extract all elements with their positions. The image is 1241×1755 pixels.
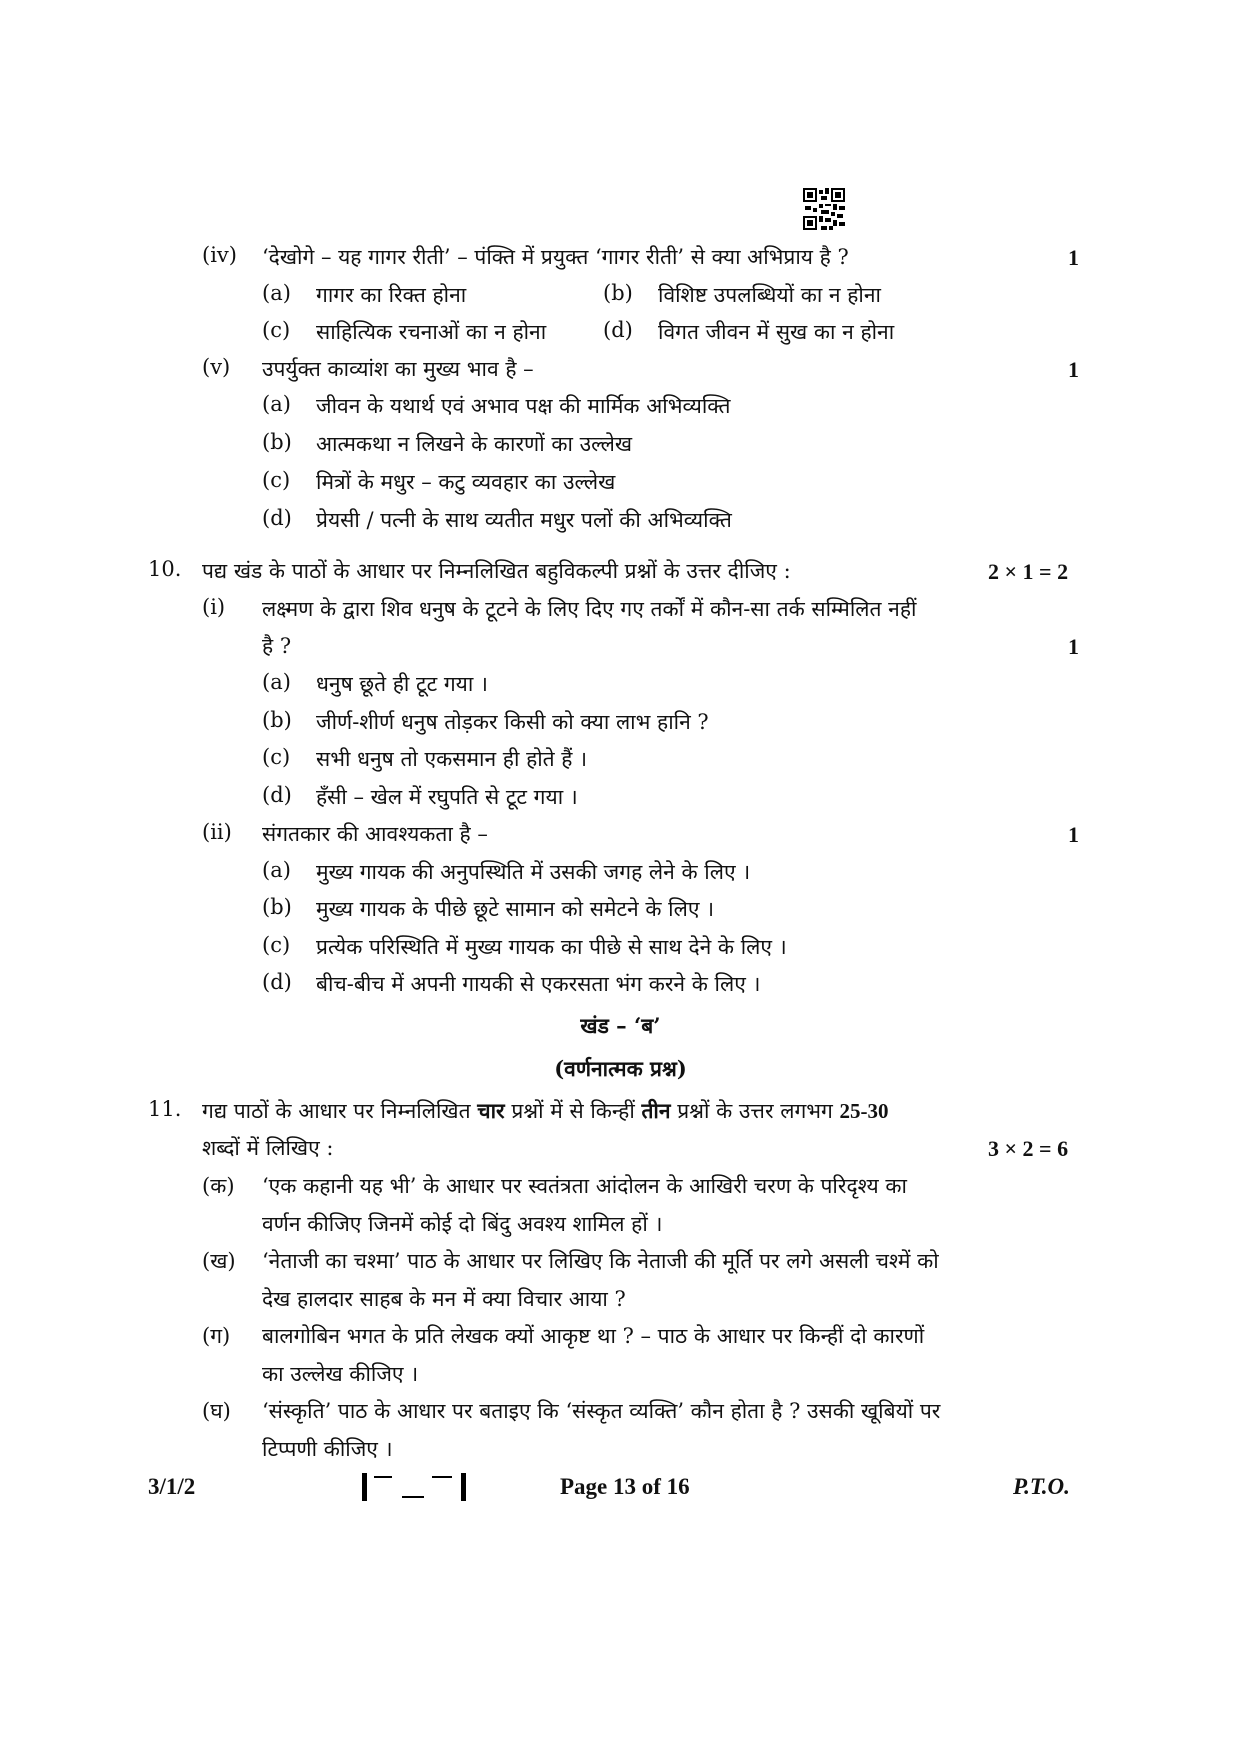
q10-ii-option-a: मुख्य गायक की अनुपस्थिति में उसकी जगह लेने के लिए ।: [316, 860, 751, 884]
q9-v-option-d-label: (d): [262, 506, 292, 530]
q9-v-number: (v): [202, 355, 231, 379]
q10-marks: 2 × 1 = 2: [988, 559, 1069, 584]
section-title: खंड – ‘ब’: [580, 1013, 661, 1038]
q9-iv-option-b-label: (b): [603, 281, 633, 305]
q11-text-line2: शब्दों में लिखिए :: [202, 1136, 334, 1160]
q10-i-option-d: हँसी – खेल में रघुपति से टूट गया ।: [316, 785, 578, 809]
q9-iv-option-c-label: (c): [262, 318, 291, 342]
q9-v-option-b-label: (b): [262, 430, 292, 454]
q9-iv-option-c: साहित्यिक रचनाओं का न होना: [316, 320, 547, 344]
q9-v-option-a: जीवन के यथार्थ एवं अभाव पक्ष की मार्मिक अभिव्यक्ति: [316, 394, 731, 418]
q10-ii-option-c-label: (c): [262, 933, 291, 957]
q11-item-gha-line2: टिप्पणी कीजिए ।: [262, 1437, 393, 1461]
q10-ii-option-a-label: (a): [262, 858, 291, 882]
q11-number: 11.: [148, 1097, 182, 1121]
q9-iv-option-a: गागर का रिक्त होना: [316, 283, 467, 307]
q9-v-option-b: आत्मकथा न लिखने के कारणों का उल्लेख: [316, 432, 632, 456]
q9-iv-text: ‘देखोगे – यह गागर रीती’ – पंक्ति में प्रयुक्त ‘गागर रीती’ से क्या अभिप्राय है ?: [262, 245, 849, 269]
q11-item-ka-line2: वर्णन कीजिए जिनमें कोई दो बिंदु अवश्य शामिल हों ।: [262, 1212, 663, 1236]
q10-i-text-line2: है ?: [262, 634, 292, 658]
q10-i-option-c: सभी धनुष तो एकसमान ही होते हैं ।: [316, 747, 588, 771]
q9-iv-option-a-label: (a): [262, 281, 291, 305]
q9-v-text: उपर्युक्त काव्यांश का मुख्य भाव है –: [262, 357, 534, 381]
qr-code: [803, 188, 845, 230]
q9-v-option-d: प्रेयसी / पत्नी के साथ व्यतीत मधुर पलों की अभिव्यक्ति: [316, 508, 732, 532]
q11-marks: 3 × 2 = 6: [988, 1136, 1069, 1161]
q10-ii-option-c: प्रत्येक परिस्थिति में मुख्य गायक का पीछे से साथ देने के लिए ।: [316, 935, 787, 959]
q10-ii-option-d-label: (d): [262, 970, 292, 994]
q10-i-marks: 1: [1068, 634, 1079, 659]
q10-ii-option-b-label: (b): [262, 895, 292, 919]
q10-i-option-a-label: (a): [262, 670, 291, 694]
q11-item-kha-line1: ‘नेताजी का चश्मा’ पाठ के आधार पर लिखिए कि नेताजी की मूर्ति पर लगे असली चश्में को: [262, 1249, 939, 1273]
q10-i-option-c-label: (c): [262, 745, 291, 769]
q10-ii-option-d: बीच-बीच में अपनी गायकी से एकरसता भंग करने के लिए ।: [316, 972, 761, 996]
q10-i-option-d-label: (d): [262, 783, 292, 807]
q10-text: पद्य खंड के पाठों के आधार पर निम्नलिखित बहुविकल्पी प्रश्नों के उत्तर दीजिए :: [202, 559, 791, 583]
q9-iv-option-d: विगत जीवन में सुख का न होना: [658, 320, 895, 344]
barcode-mark: [362, 1473, 466, 1501]
q9-iv-option-b: विशिष्ट उपलब्धियों का न होना: [658, 283, 881, 307]
q9-v-option-c: मित्रों के मधुर – कटु व्यवहार का उल्लेख: [316, 470, 616, 494]
q9-v-option-c-label: (c): [262, 468, 291, 492]
q11-item-ga-line1: बालगोबिन भगत के प्रति लेखक क्यों आकृष्ट था ? – पाठ के आधार पर किन्हीं दो कारणों: [262, 1324, 925, 1348]
q9-iv-option-d-label: (d): [603, 318, 633, 342]
q10-i-option-b-label: (b): [262, 708, 292, 732]
q10-i-number: (i): [202, 595, 226, 619]
q11-item-ga-label: (ग): [202, 1324, 231, 1348]
q11-text-line1: गद्य पाठों के आधार पर निम्नलिखित चार प्रश्नों में से किन्हीं तीन प्रश्नों के उत्तर लगभग 25-30: [202, 1098, 889, 1123]
q10-ii-marks: 1: [1068, 822, 1079, 847]
pto-label: P.T.O.: [1013, 1474, 1070, 1499]
q10-i-option-a: धनुष छूते ही टूट गया ।: [316, 672, 488, 696]
q10-i-text-line1: लक्ष्मण के द्वारा शिव धनुष के टूटने के लिए दिए गए तर्कों में कौन-सा तर्क सम्मिलित नहीं: [262, 597, 917, 621]
q11-item-ga-line2: का उल्लेख कीजिए ।: [262, 1362, 419, 1386]
q9-v-marks: 1: [1068, 357, 1079, 382]
q9-v-option-a-label: (a): [262, 392, 291, 416]
paper-code: 3/1/2: [148, 1474, 196, 1499]
q11-item-gha-label: (घ): [202, 1399, 231, 1423]
q10-i-option-b: जीर्ण-शीर्ण धनुष तोड़कर किसी को क्या लाभ हानि ?: [316, 710, 709, 734]
q11-item-ka-label: (क): [202, 1174, 235, 1198]
q10-ii-text: संगतकार की आवश्यकता है –: [262, 822, 488, 846]
q10-ii-option-b: मुख्य गायक के पीछे छूटे सामान को समेटने के लिए ।: [316, 897, 715, 921]
q10-ii-number: (ii): [202, 820, 232, 844]
q9-iv-marks: 1: [1068, 245, 1079, 270]
q11-item-kha-line2: देख हालदार साहब के मन में क्या विचार आया ?: [262, 1287, 626, 1311]
q11-item-ka-line1: ‘एक कहानी यह भी’ के आधार पर स्वतंत्रता आंदोलन के आखिरी चरण के परिदृश्य का: [262, 1174, 907, 1198]
q11-item-kha-label: (ख): [202, 1249, 236, 1273]
q9-iv-number: (iv): [202, 243, 237, 267]
q10-number: 10.: [148, 557, 182, 581]
page-number: Page 13 of 16: [560, 1474, 690, 1499]
section-subtitle: (वर्णनात्मक प्रश्न): [554, 1056, 687, 1081]
q11-item-gha-line1: ‘संस्कृति’ पाठ के आधार पर बताइए कि ‘संस्कृत व्यक्ति’ कौन होता है ? उसकी खूबियों पर: [262, 1399, 941, 1423]
